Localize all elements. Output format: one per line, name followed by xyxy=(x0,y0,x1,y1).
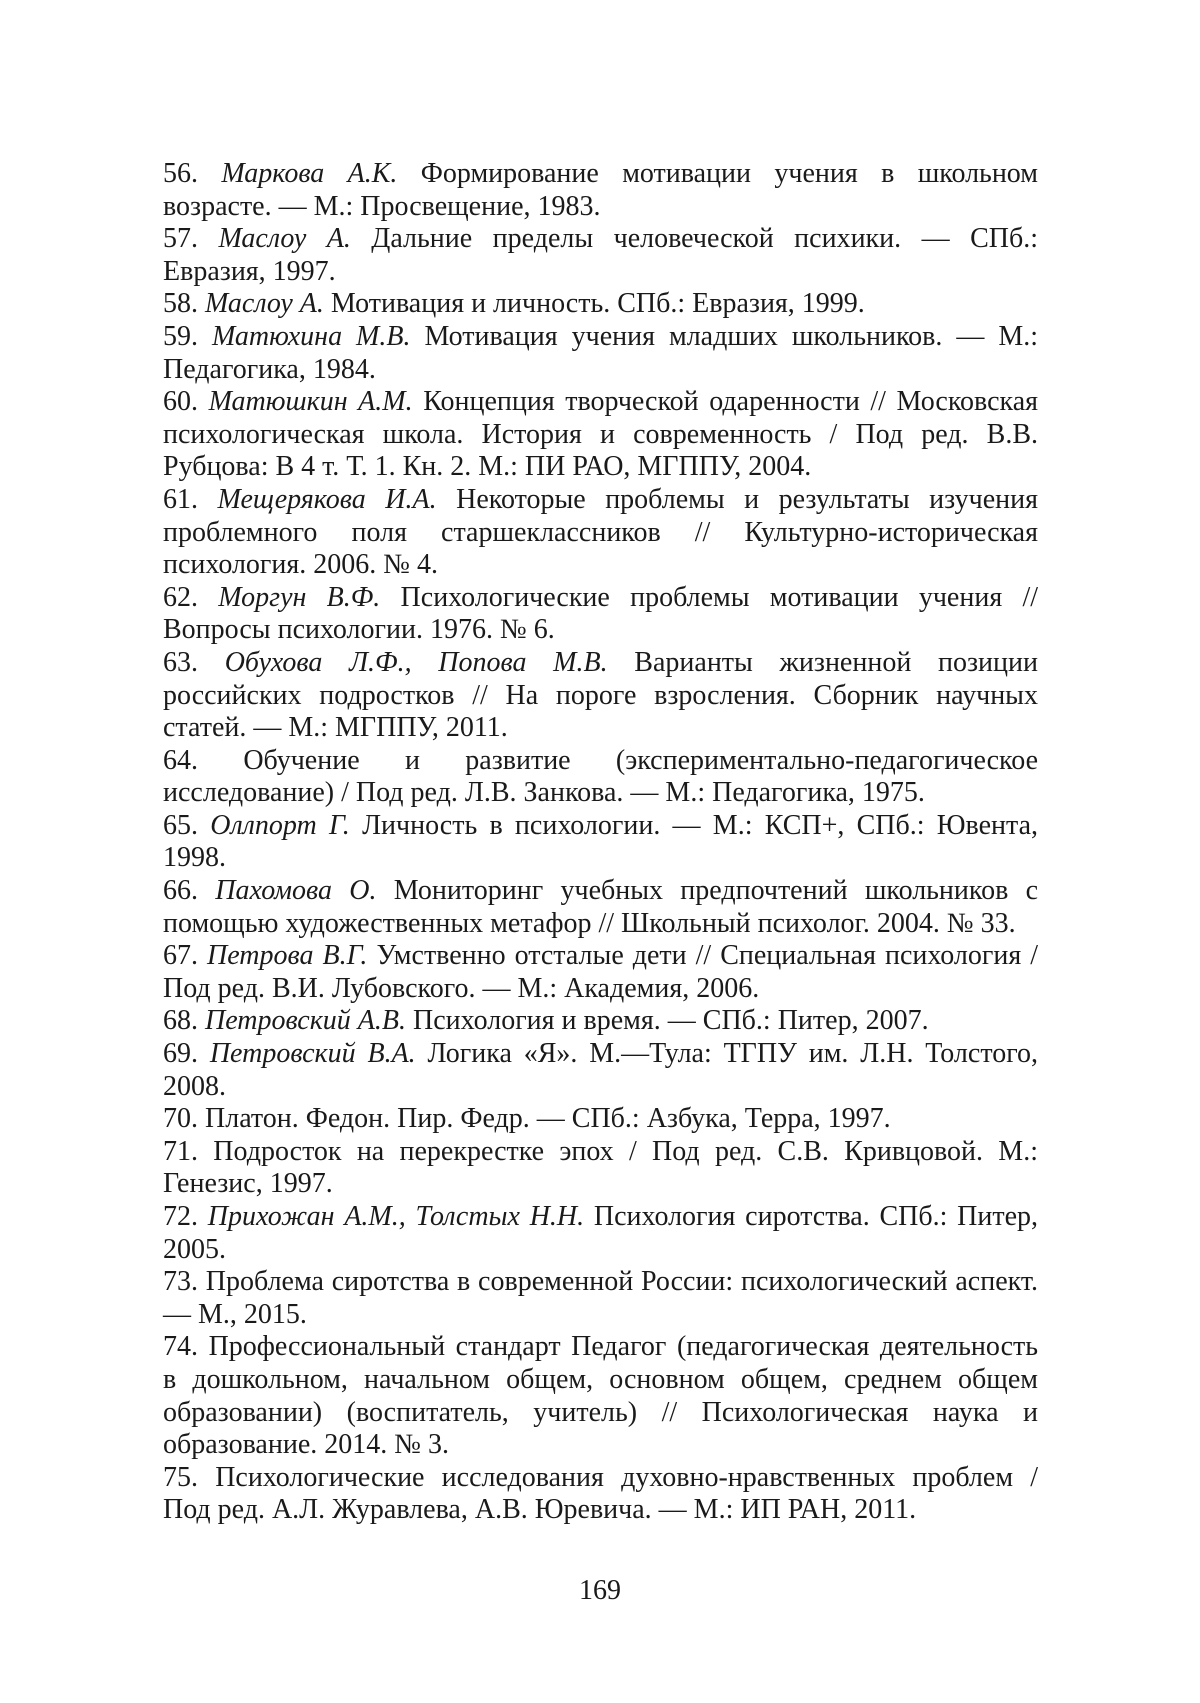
reference-number: 65. xyxy=(163,809,198,841)
reference-text: Личность в психологии. — М.: КСП+, СПб.: Ювента, 1998. xyxy=(163,809,1039,874)
reference-number: 59. xyxy=(163,320,198,352)
reference-item-73 xyxy=(163,1266,1038,1331)
page-number: 169 xyxy=(579,1575,621,1606)
reference-author: Оллпорт Г. xyxy=(210,809,350,841)
reference-number: 63. xyxy=(163,646,198,678)
reference-text: Платон. Федон. Пир. Федр. — СПб.: Азбука, Терра, 1997. xyxy=(205,1103,891,1135)
reference-number: 68. xyxy=(163,1005,198,1037)
reference-item-62 xyxy=(163,582,1038,647)
reference-number: 73. xyxy=(163,1266,198,1298)
reference-item-56 xyxy=(163,158,1038,223)
reference-author: Моргун В.Ф. xyxy=(218,581,381,613)
reference-author: Матюхина М.В. xyxy=(211,320,411,352)
reference-item-60 xyxy=(163,386,1038,484)
reference-item-71 xyxy=(163,1136,1038,1201)
reference-item-72 xyxy=(163,1201,1038,1266)
reference-author: Маслоу А. xyxy=(218,223,351,255)
reference-text: Мотивация и личность. СПб.: Евразия, 1999. xyxy=(330,288,865,320)
reference-text: Проблема сиротства в современной России: психологический аспект. — М., 2015. xyxy=(163,1266,1039,1330)
reference-number: 58. xyxy=(163,288,198,320)
reference-number: 64. xyxy=(163,744,198,776)
reference-author: Маслоу А. xyxy=(205,288,324,320)
reference-item-75 xyxy=(163,1462,1038,1527)
reference-text: Некоторые проблемы и результаты изучения проблемного поля старшеклассников // Культурно-историческая психология. 2006. № 4. xyxy=(163,483,1039,581)
reference-text: Дальние пределы человеческой психики. — СПб.: Евразия, 1997. xyxy=(163,223,1038,287)
reference-item-64 xyxy=(163,745,1038,810)
reference-number: 56. xyxy=(163,158,198,189)
reference-item-69 xyxy=(163,1038,1038,1103)
reference-number: 69. xyxy=(163,1038,198,1070)
reference-text: Мотивация учения младших школьников. — М.: Педагогика, 1984. xyxy=(163,320,1038,385)
reference-author: Пахомова О. xyxy=(215,875,377,907)
reference-number: 75. xyxy=(163,1461,198,1493)
reference-number: 66. xyxy=(163,875,198,907)
reference-text: Обучение и развитие (экспериментально-педагогическое исследование) / Под ред. Л.В. Занкова. — М.: Педагогика, 1975. xyxy=(163,744,1038,809)
reference-text: Логика «Я». М.—Тула: ТГПУ им. Л.Н. Толстого, 2008. xyxy=(163,1038,1038,1102)
reference-text: Формирование мотивации учения в школьном возрасте. — М.: Просвещение, 1983. xyxy=(163,158,1038,222)
reference-number: 67. xyxy=(163,940,198,972)
reference-item-66 xyxy=(163,875,1038,940)
reference-item-58 xyxy=(163,288,1038,321)
reference-item-59 xyxy=(163,321,1038,386)
reference-number: 70. xyxy=(163,1103,198,1135)
reference-author: Обухова Л.Ф., Попова М.В. xyxy=(224,646,608,678)
reference-item-61 xyxy=(163,484,1038,582)
reference-number: 62. xyxy=(163,581,198,613)
reference-number: 72. xyxy=(163,1201,198,1232)
reference-author: Петровский В.А. xyxy=(209,1038,416,1070)
reference-number: 61. xyxy=(163,483,198,515)
reference-item-74 xyxy=(163,1331,1038,1461)
reference-author: Петровский А.В. xyxy=(205,1005,407,1037)
reference-item-65 xyxy=(163,810,1038,875)
reference-item-70 xyxy=(163,1103,1038,1136)
reference-number: 74. xyxy=(163,1331,198,1363)
reference-text: Варианты жизненной позиции российских подростков // На пороге взросления. Сборник научных статей. — М.: МГППУ, 2011. xyxy=(163,646,1038,744)
reference-text: Мониторинг учебных предпочтений школьников с помощью художественных метафор // Школьный психолог. 2004. № 33. xyxy=(163,875,1038,939)
reference-text: Подросток на перекрестке эпох / Под ред. С.В. Кривцовой. М.: Генезис, 1997. xyxy=(163,1135,1038,1200)
reference-text: Профессиональный стандарт Педагог (педагогическая деятельность в дошкольном, начальном общем, основном общем, среднем общем образовании) (воспитатель, учитель) // Психологическая наука и образование. 2014. № 3. xyxy=(163,1331,1038,1461)
reference-item-67 xyxy=(163,940,1038,1005)
reference-text: Психологические проблемы мотивации учения // Вопросы психологии. 1976. № 6. xyxy=(163,581,1039,646)
reference-list xyxy=(163,158,1038,1527)
reference-author: Маркова А.К. xyxy=(221,158,398,189)
reference-text: Концепция творческой одаренности // Московская психологическая школа. История и современность / Под ред. В.В. Рубцова: В 4 т. Т. 1. Кн. 2. М.: ПИ РАО, МГППУ, 2004. xyxy=(163,386,1039,483)
reference-text: Психология сиротства. СПб.: Питер, 2005. xyxy=(163,1201,1039,1265)
reference-author: Прихожан А.М., Толстых Н.Н. xyxy=(207,1201,585,1232)
reference-author: Петрова В.Г. xyxy=(207,940,368,972)
reference-text: Психология и время. — СПб.: Питер, 2007. xyxy=(413,1005,929,1037)
reference-number: 71. xyxy=(163,1135,198,1167)
reference-text: Психологические исследования духовно-нравственных проблем / Под ред. А.Л. Журавлева, А.В. Юревича. — М.: ИП РАН, 2011. xyxy=(163,1461,1038,1526)
reference-item-57 xyxy=(163,223,1038,288)
reference-number: 60. xyxy=(163,386,198,418)
reference-author: Мещерякова И.А. xyxy=(217,483,437,515)
reference-author: Матюшкин А.М. xyxy=(208,386,413,418)
reference-item-63 xyxy=(163,647,1038,745)
reference-item-68 xyxy=(163,1005,1038,1038)
reference-text: Умственно отсталые дети // Специальная психология / Под ред. В.И. Лубовского. — М.: Академия, 2006. xyxy=(163,940,1039,1004)
reference-number: 57. xyxy=(163,223,198,255)
